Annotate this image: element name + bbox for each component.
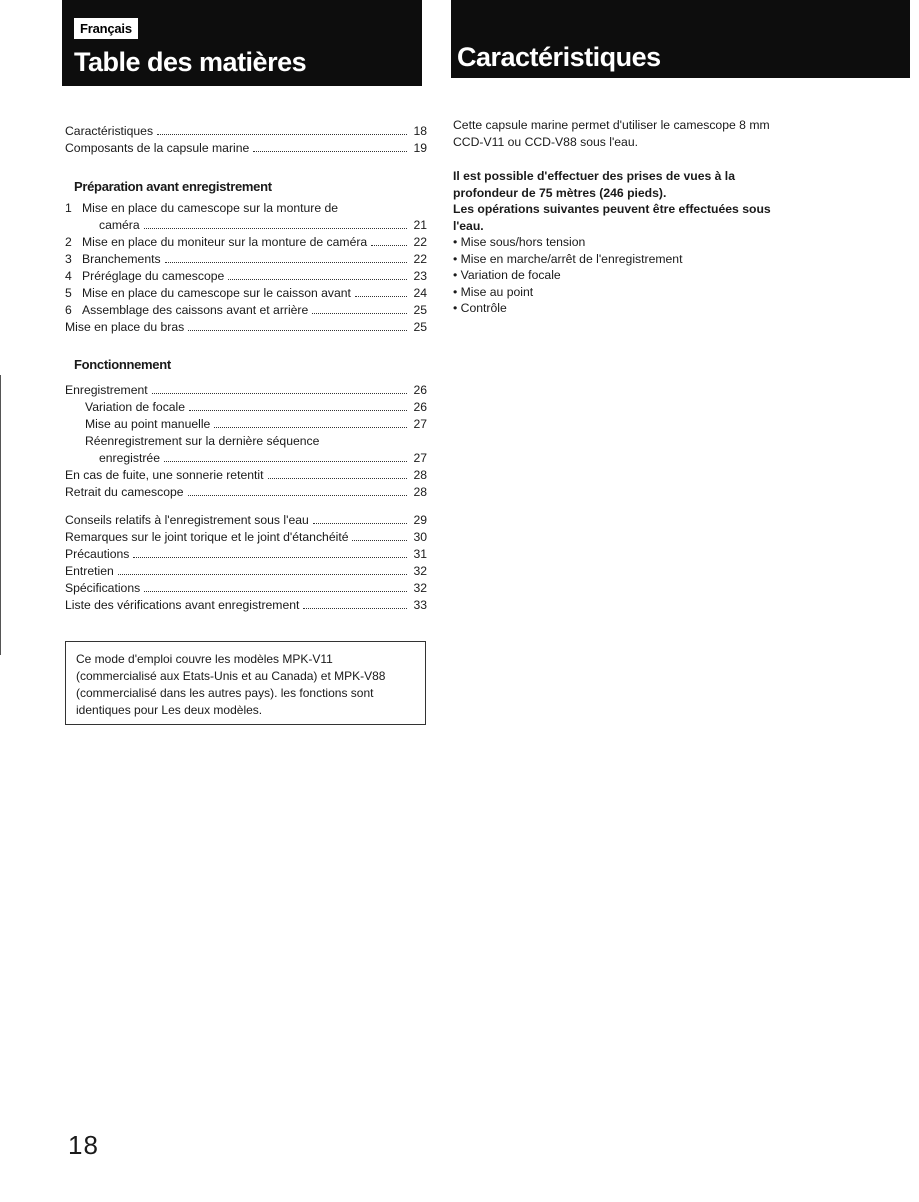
toc-entry-page: 22: [413, 252, 427, 266]
intro-line: CCD-V11 ou CCD-V88 sous l'eau.: [453, 134, 638, 149]
note-line: identiques pour Les deux modèles.: [76, 703, 263, 717]
toc-entry-number: 3: [65, 252, 72, 266]
leader-dots: [152, 393, 407, 394]
toc-entry[interactable]: [65, 200, 427, 217]
toc-entry-label: enregistrée: [99, 451, 160, 465]
toc-entry-label: Conseils relatifs à l'enregistrement sous l'eau: [65, 513, 309, 527]
toc-entry-label: Assemblage des caissons avant et arrière: [82, 303, 309, 317]
toc-entry-number: 4: [65, 269, 72, 283]
toc-entry-label: caméra: [99, 218, 140, 232]
section-heading: Fonctionnement: [74, 357, 171, 372]
operations-line: l'eau.: [453, 218, 484, 233]
toc-bottom: [65, 512, 427, 614]
toc-entry-label: Préréglage du camescope: [82, 269, 225, 283]
leader-dots: [164, 461, 407, 462]
language-tag: Français: [74, 18, 138, 39]
page-edge-mark: [0, 375, 1, 655]
toc-entry-page: 18: [413, 124, 427, 138]
leader-dots: [355, 296, 407, 297]
toc-entry-continuation[interactable]: [65, 217, 427, 234]
toc-entry-page: 28: [413, 468, 427, 482]
toc-entry-page: 19: [413, 141, 427, 155]
toc-entry-label: Précautions: [65, 547, 130, 561]
toc-entry-page: 21: [413, 218, 427, 232]
toc-entry[interactable]: [65, 433, 427, 450]
toc-entry[interactable]: [65, 251, 427, 268]
toc-entry-label: Enregistrement: [65, 383, 148, 397]
leader-dots: [144, 591, 407, 592]
toc-entry[interactable]: [65, 319, 427, 336]
depth-line: Il est possible d'effectuer des prises de vues à la: [453, 169, 735, 183]
leader-dots: [133, 557, 407, 558]
toc-entry[interactable]: [65, 484, 427, 501]
leader-dots: [214, 427, 407, 428]
toc-entry[interactable]: [65, 597, 427, 614]
toc-entry-number: 2: [65, 235, 72, 249]
toc-entry[interactable]: [65, 302, 427, 319]
toc-title: Table des matières: [74, 47, 307, 77]
note-line: (commercialisé aux Etats-Unis et au Canada) et MPK-V88: [76, 669, 386, 683]
toc-entry-label: Mise au point manuelle: [85, 417, 211, 431]
toc-entry-page: 24: [413, 286, 427, 300]
section-heading: Préparation avant enregistrement: [74, 179, 272, 194]
leader-dots: [157, 134, 407, 135]
leader-dots: [268, 478, 407, 479]
toc-entry[interactable]: [65, 382, 427, 399]
toc-entry-label: Variation de focale: [85, 400, 186, 414]
bullet-item: • Mise en marche/arrêt de l'enregistrement: [453, 251, 683, 266]
toc-entry[interactable]: [65, 285, 427, 302]
page-number: 18: [68, 1130, 99, 1160]
toc-entry[interactable]: [65, 467, 427, 484]
toc-entry-label: En cas de fuite, une sonnerie retentit: [65, 468, 264, 482]
leader-dots: [118, 574, 407, 575]
leader-dots: [352, 540, 407, 541]
toc-entry-page: 29: [413, 513, 427, 527]
note-line: Ce mode d'emploi couvre les modèles MPK-V11: [76, 652, 333, 666]
toc-section-preparation: [65, 178, 427, 336]
toc-entry-page: 30: [413, 530, 427, 544]
toc-top: [65, 123, 427, 157]
leader-dots: [188, 330, 407, 331]
toc-entry-label: Caractéristiques: [65, 124, 154, 138]
leader-dots: [313, 523, 407, 524]
toc-entry-label: Mise en place du camescope sur la monture de: [82, 201, 339, 215]
leader-dots: [253, 151, 407, 152]
toc-entry-page: 27: [413, 417, 427, 431]
toc-entry-page: 27: [413, 451, 427, 465]
toc-entry-label: Spécifications: [65, 581, 141, 595]
features-section: [453, 117, 823, 317]
toc-entry-number: 1: [65, 201, 72, 215]
toc-entry-label: Mise en place du camescope sur le caisson avant: [82, 286, 351, 300]
leader-dots: [189, 410, 407, 411]
toc-entry[interactable]: [65, 399, 427, 416]
toc-section-fonctionnement: [65, 356, 427, 501]
bullet-item: • Mise au point: [453, 284, 534, 299]
toc-entry-label: Mise en place du bras: [65, 320, 185, 334]
toc-entry-label: Composants de la capsule marine: [65, 141, 250, 155]
toc-entry-label: Retrait du camescope: [65, 485, 184, 499]
toc-entry-page: 32: [413, 564, 427, 578]
toc-entry[interactable]: [65, 140, 427, 157]
bullet-item: • Variation de focale: [453, 268, 561, 282]
bullet-item: • Mise sous/hors tension: [453, 235, 586, 249]
toc-entry[interactable]: [65, 512, 427, 529]
toc-entry[interactable]: [65, 529, 427, 546]
toc-entry-page: 32: [413, 581, 427, 595]
toc-entry-label: Remarques sur le joint torique et le joint d'étanchéité: [65, 530, 349, 544]
toc-entry-label: Entretien: [65, 564, 114, 578]
leader-dots: [228, 279, 407, 280]
toc-entry[interactable]: [65, 234, 427, 251]
toc-entry[interactable]: [65, 580, 427, 597]
toc-entry-number: 5: [65, 286, 72, 300]
toc-entry-label: Mise en place du moniteur sur la monture de caméra: [82, 235, 368, 249]
intro-line: Cette capsule marine permet d'utiliser le camescope 8 mm: [453, 118, 770, 132]
depth-line: profondeur de 75 mètres (246 pieds).: [453, 185, 667, 200]
toc-entry-page: 26: [413, 383, 427, 397]
bullet-item: • Contrôle: [453, 301, 507, 315]
operations-line: Les opérations suivantes peuvent être effectuées sous: [453, 202, 771, 216]
toc-entry-label: Liste des vérifications avant enregistrement: [65, 598, 300, 612]
toc-entry[interactable]: [65, 416, 427, 433]
toc-entry-page: 25: [413, 303, 427, 317]
leader-dots: [144, 228, 407, 229]
toc-entry-page: 31: [413, 547, 427, 561]
toc-entry-page: 33: [413, 598, 427, 612]
toc-entry[interactable]: [65, 563, 427, 580]
toc-header: [62, 0, 422, 86]
note-line: (commercialisé dans les autres pays). les fonctions sont: [76, 686, 374, 700]
model-note-box: [65, 641, 426, 725]
leader-dots: [312, 313, 407, 314]
toc-entry-page: 26: [413, 400, 427, 414]
toc-entry-page: 25: [413, 320, 427, 334]
toc-entry[interactable]: [65, 123, 427, 140]
toc-entry[interactable]: [65, 268, 427, 285]
toc-entry-label: Réenregistrement sur la dernière séquence: [85, 434, 320, 448]
leader-dots: [165, 262, 407, 263]
leader-dots: [303, 608, 407, 609]
toc-entry-page: 23: [413, 269, 427, 283]
leader-dots: [371, 245, 407, 246]
toc-entry-continuation[interactable]: [65, 450, 427, 467]
toc-entry-page: 22: [413, 235, 427, 249]
leader-dots: [188, 495, 407, 496]
toc-entry-label: Branchements: [82, 252, 161, 266]
toc-entry-number: 6: [65, 303, 72, 317]
features-title: Caractéristiques: [457, 42, 661, 72]
toc-entry[interactable]: [65, 546, 427, 563]
features-header: [451, 0, 910, 78]
toc-entry-page: 28: [413, 485, 427, 499]
